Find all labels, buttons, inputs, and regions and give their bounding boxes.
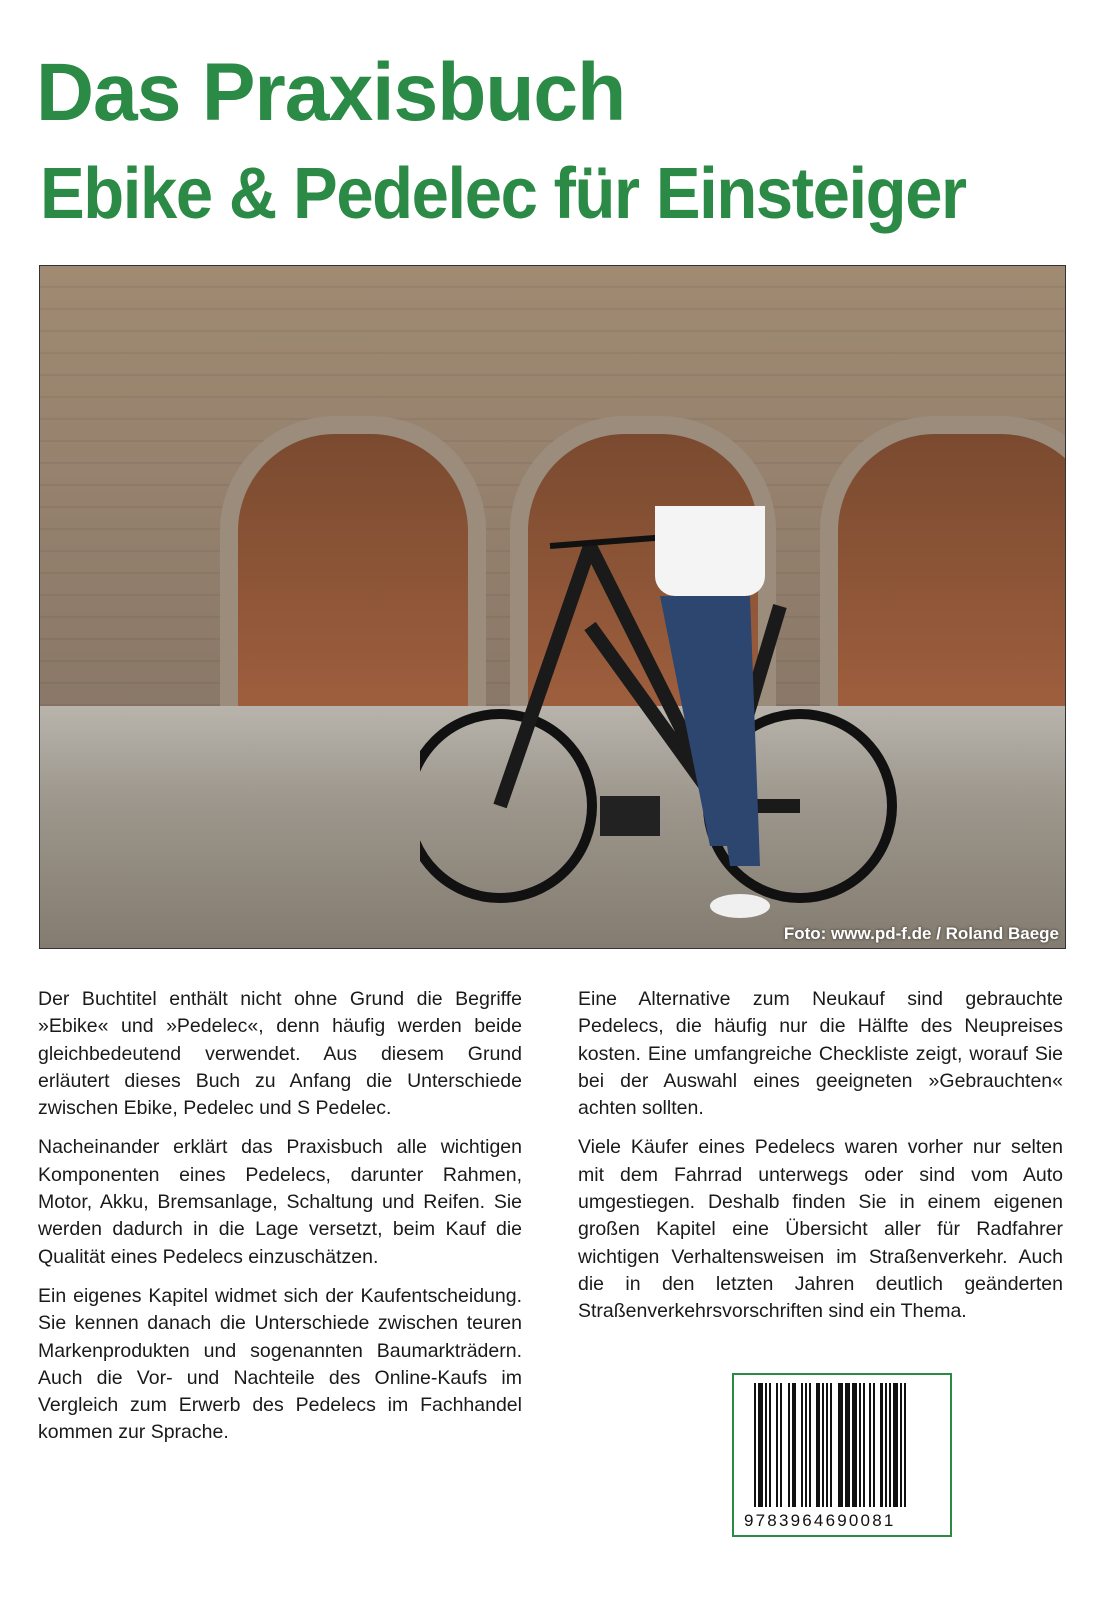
paragraph: Nacheinander erklärt das Praxisbuch alle wichtigen Komponenten eines Pedelecs, darunter Rahmen, Motor, Akku, Bremsanlage, Schaltung und Reifen. Sie werden dadurch in die Lage versetzt, beim Kauf die Qualität eines Pedelecs einzuschätzen. (38, 1136, 522, 1268)
woman-with-ebike-illustration (420, 506, 940, 926)
book-subtitle: Ebike & Pedelec für Einsteiger (40, 154, 966, 234)
isbn-number: 9783964690081 (744, 1511, 896, 1530)
description-left-column (38, 986, 522, 1459)
cover-photo (39, 265, 1066, 949)
isbn-barcode (732, 1373, 952, 1537)
paragraph: Eine Alternative zum Neukauf sind gebrauchte Pedelecs, die häufig nur die Hälfte des Neupreises kosten. Eine umfangreiche Checkliste zeigt, worauf Sie bei der Auswahl eines geeigneten »Gebrauchten« achten sollten. (578, 988, 1063, 1120)
paragraph: Der Buchtitel enthält nicht ohne Grund die Begriffe »Ebike« und »Pedelec«, denn häufig werden beide gleichbedeutend verwendet. Aus diesem Grund erläutert dieses Buch zu Anfang die Unterschiede zwischen Ebike, Pedelec und S Pedelec. (38, 988, 522, 1120)
photo-credit: Foto: www.pd-f.de / Roland Baege (783, 924, 1059, 943)
book-title: Das Praxisbuch (36, 47, 626, 138)
paragraph: Viele Käufer eines Pedelecs waren vorher nur selten mit dem Fahrrad unterwegs oder sind vom Auto umgestiegen. Deshalb finden Sie in einem eigenen großen Kapitel eine Übersicht aller für Radfahrer wichtigen Verhaltensweisen im Straßenverkehr. Auch die in den letzten Jahren deutlich geänderten Straßenverkehrsvorschriften sind ein Thema. (578, 1136, 1063, 1323)
description-right-column (578, 986, 1063, 1338)
barcode-bars (754, 1383, 930, 1507)
paragraph: Ein eigenes Kapitel widmet sich der Kaufentscheidung. Sie kennen danach die Unterschiede zwischen teuren Markenprodukten und sogenannten Baumarkträdern. Auch die Vor- und Nachteile des Online-Kaufs im Vergleich zum Erwerb des Pedelecs im Fachhandel kommen zur Sprache. (38, 1284, 522, 1444)
